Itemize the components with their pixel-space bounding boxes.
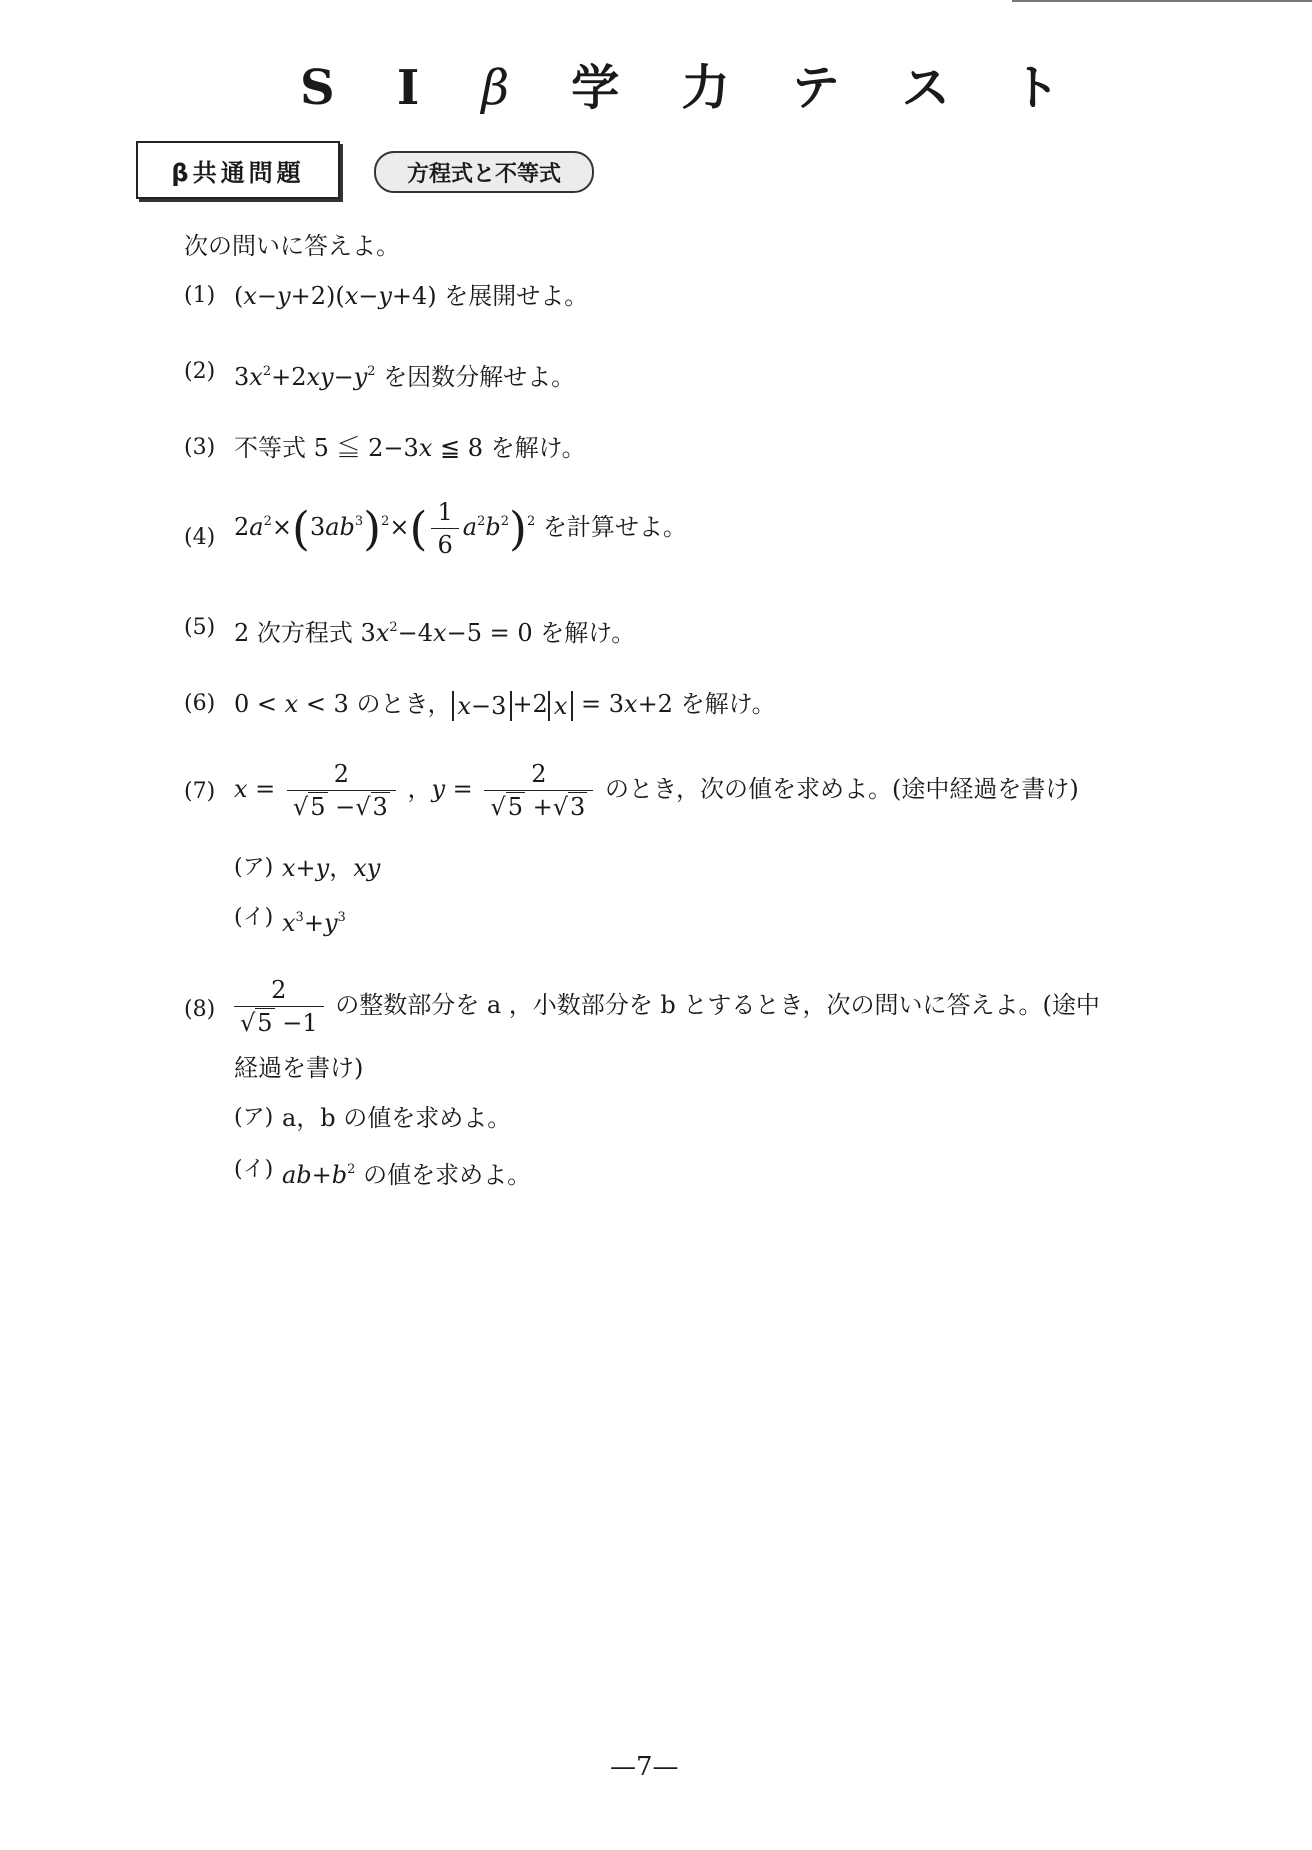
problem-1-tail: を展開せよ。 bbox=[444, 282, 589, 310]
problem-4-tail: を計算せよ。 bbox=[542, 513, 687, 541]
title-char: S bbox=[300, 60, 335, 116]
instruction-text: 次の問いに答えよ。 bbox=[184, 232, 400, 260]
title-char: β bbox=[481, 60, 510, 116]
problem-7b: $x^3+y^3$ bbox=[282, 909, 346, 937]
problem-3-number: (3) bbox=[184, 435, 216, 460]
problem-7: x = $\frac{2}{√5 -√3}$ ，y = $\frac{2}{√5 +√3}$ のとき，次の値を求めよ。(途中経過を書け) bbox=[234, 760, 1079, 821]
problem-6-tail: を解け。 bbox=[680, 690, 776, 718]
topic-badge: 方程式と不等式 bbox=[374, 151, 594, 193]
problem-4: $2a^2\times(3ab^3)^2\times$( $\frac{1}{6}$ $a^2b^2)^2$ を計算せよ。 bbox=[234, 498, 687, 559]
title-char: テ bbox=[791, 60, 840, 116]
scan-edge-line bbox=[1012, 0, 1312, 2]
problem-3-head: 不等式 bbox=[234, 434, 306, 462]
problem-7b-label: (イ) bbox=[234, 905, 274, 930]
problem-2: $3x^2+2xy-y^2$ を因数分解せよ。 bbox=[234, 363, 576, 391]
problem-7-number: (7) bbox=[184, 779, 216, 804]
page-number: —7— bbox=[610, 1752, 679, 1782]
title-char: ト bbox=[1011, 60, 1060, 116]
problem-7a: x+y，xy bbox=[282, 854, 381, 882]
problem-3: 不等式 5 ≦ 2−3x ≦ 8 を解け。 bbox=[234, 434, 586, 462]
problem-7a-label: (ア) bbox=[234, 855, 274, 880]
problem-5: 2 次方程式 $3x^2-4x-5 = 0$ を解け。 bbox=[234, 619, 636, 647]
problem-2-tail: を因数分解せよ。 bbox=[383, 363, 576, 391]
problem-5-head: 2 次方程式 bbox=[234, 619, 353, 647]
title-char: ス bbox=[901, 60, 950, 116]
problem-6: 0 < x < 3 のとき， x−3 +2 x = 3x+2 を解け。 bbox=[234, 690, 776, 720]
title-char: 学 bbox=[571, 60, 620, 116]
problem-8-tail: の整数部分を a ，小数部分を b とするとき，次の問いに答えよ。(途中 bbox=[335, 991, 1100, 1019]
problem-8: $\frac{2}{√5 -1}$ の整数部分を a ，小数部分を b とするとき，次の問いに答えよ。(途中 bbox=[230, 976, 1100, 1037]
title-char: 力 bbox=[681, 60, 730, 116]
problem-1: (x−y+2)(x−y+4) を展開せよ。 bbox=[234, 282, 589, 310]
problem-8b: $ab+b^2$ の値を求めよ。 bbox=[282, 1161, 532, 1189]
title-char: I bbox=[396, 60, 420, 116]
problem-8a-label: (ア) bbox=[234, 1105, 274, 1130]
section-badge: β共通問題 bbox=[136, 141, 340, 199]
problem-7-tail: のとき，次の値を求めよ。(途中経過を書け) bbox=[604, 775, 1079, 803]
problem-3-tail: を解け。 bbox=[490, 434, 586, 462]
problem-6-number: (6) bbox=[184, 691, 216, 716]
problem-1-number: (1) bbox=[184, 283, 216, 308]
page-title bbox=[300, 58, 1060, 118]
problem-2-number: (2) bbox=[184, 359, 216, 384]
problem-4-number: (4) bbox=[184, 525, 216, 550]
problem-5-tail: を解け。 bbox=[540, 619, 636, 647]
problem-8b-tail: の値を求めよ。 bbox=[363, 1161, 532, 1189]
problem-8-tail-continued: 経過を書け) bbox=[234, 1054, 364, 1082]
problem-8b-label: (イ) bbox=[234, 1157, 274, 1182]
problem-5-number: (5) bbox=[184, 615, 216, 640]
problem-8a: a，b の値を求めよ。 bbox=[282, 1104, 512, 1132]
problem-8-number: (8) bbox=[184, 997, 216, 1022]
